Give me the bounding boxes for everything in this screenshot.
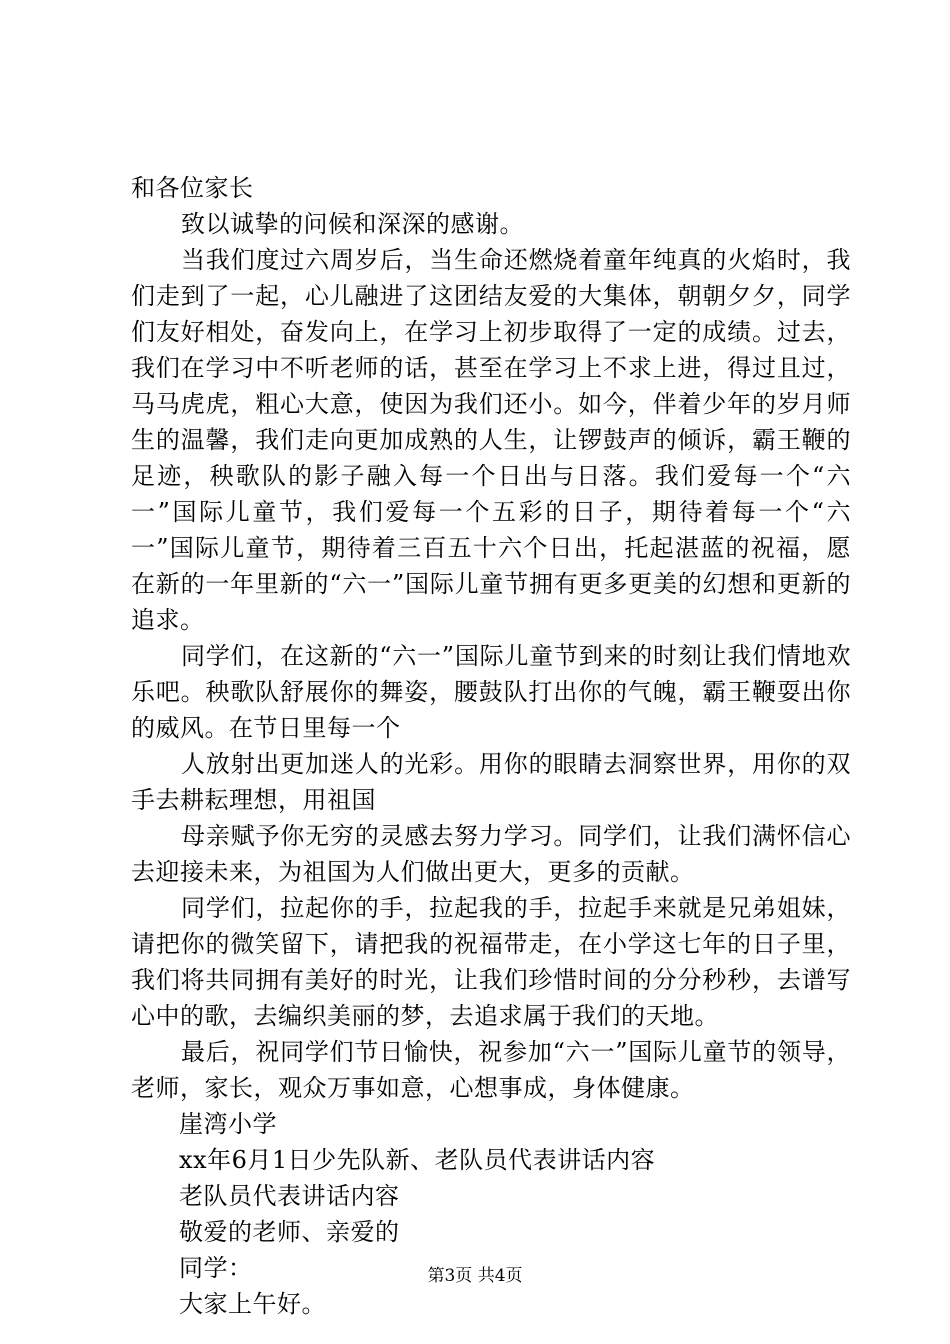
- greeting: 大家上午好。: [179, 1290, 326, 1318]
- school-name: 崖湾小学: [179, 1110, 277, 1138]
- paragraph-4: 同学们，在这新的“六一”国际儿童节到来的时刻让我们情地欢乐吧。秧歌队舒展你的舞姿，腰鼓队打出你的气魄，霸王鞭耍出你的威风。在节日里每一个: [131, 642, 851, 742]
- paragraph-6: 母亲赋予你无穷的灵感去努力学习。同学们，让我们满怀信心去迎接未来，为祖国为人们做出更大，更多的贡献。: [131, 822, 851, 886]
- paragraph-2: 致以诚挚的问候和深深的感谢。: [181, 210, 524, 238]
- paragraph-3: 当我们度过六周岁后，当生命还燃烧着童年纯真的火焰时，我们走到了一起，心儿融进了这团结友爱的大集体，朝朝夕夕，同学们友好相处，奋发向上，在学习上初步取得了一定的成绩。过去，我们在学习中不听老师的话，甚至在学习上不求上进，得过且过，马马虎虎，粗心大意，使因为我们还小。如今，伴着少年的岁月师生的温馨，我们走向更加成熟的人生，让锣鼓声的倾诉，霸王鞭的足迹，秧歌队的影子融入每一个日出与日落。我们爱每一个“六一”国际儿童节，我们爱每一个五彩的日子，期待着每一个“六一”国际儿童节，期待着三百五十六个日出，托起湛蓝的祝福，愿在新的一年里新的“六一”国际儿童节拥有更多更美的幻想和更新的追求。: [131, 246, 851, 634]
- salutation-line-1: 敬爱的老师、亲爱的: [179, 1218, 400, 1246]
- paragraph-5: 人放射出更加迷人的光彩。用你的眼睛去洞察世界，用你的双手去耕耘理想，用祖国: [131, 750, 851, 814]
- speech-date-title: xx年6月1日少先队新、老队员代表讲话内容: [179, 1146, 656, 1174]
- salutation-line-2: 同学：: [179, 1254, 253, 1282]
- document-body: [131, 170, 851, 1322]
- speech-subtitle: 老队员代表讲话内容: [179, 1182, 400, 1210]
- paragraph-8: 最后，祝同学们节日愉快，祝参加“六一”国际儿童节的领导，老师，家长，观众万事如意，心想事成，身体健康。: [131, 1038, 851, 1102]
- paragraph-1: 和各位家长: [131, 174, 254, 202]
- paragraph-7: 同学们，拉起你的手，拉起我的手，拉起手来就是兄弟姐妹，请把你的微笑留下，请把我的祝福带走，在小学这七年的日子里，我们将共同拥有美好的时光，让我们珍惜时间的分分秒秒，去谱写心中的歌，去编织美丽的梦，去追求属于我们的天地。: [131, 894, 851, 1030]
- page-number-footer: 第3页 共4页: [427, 1266, 523, 1286]
